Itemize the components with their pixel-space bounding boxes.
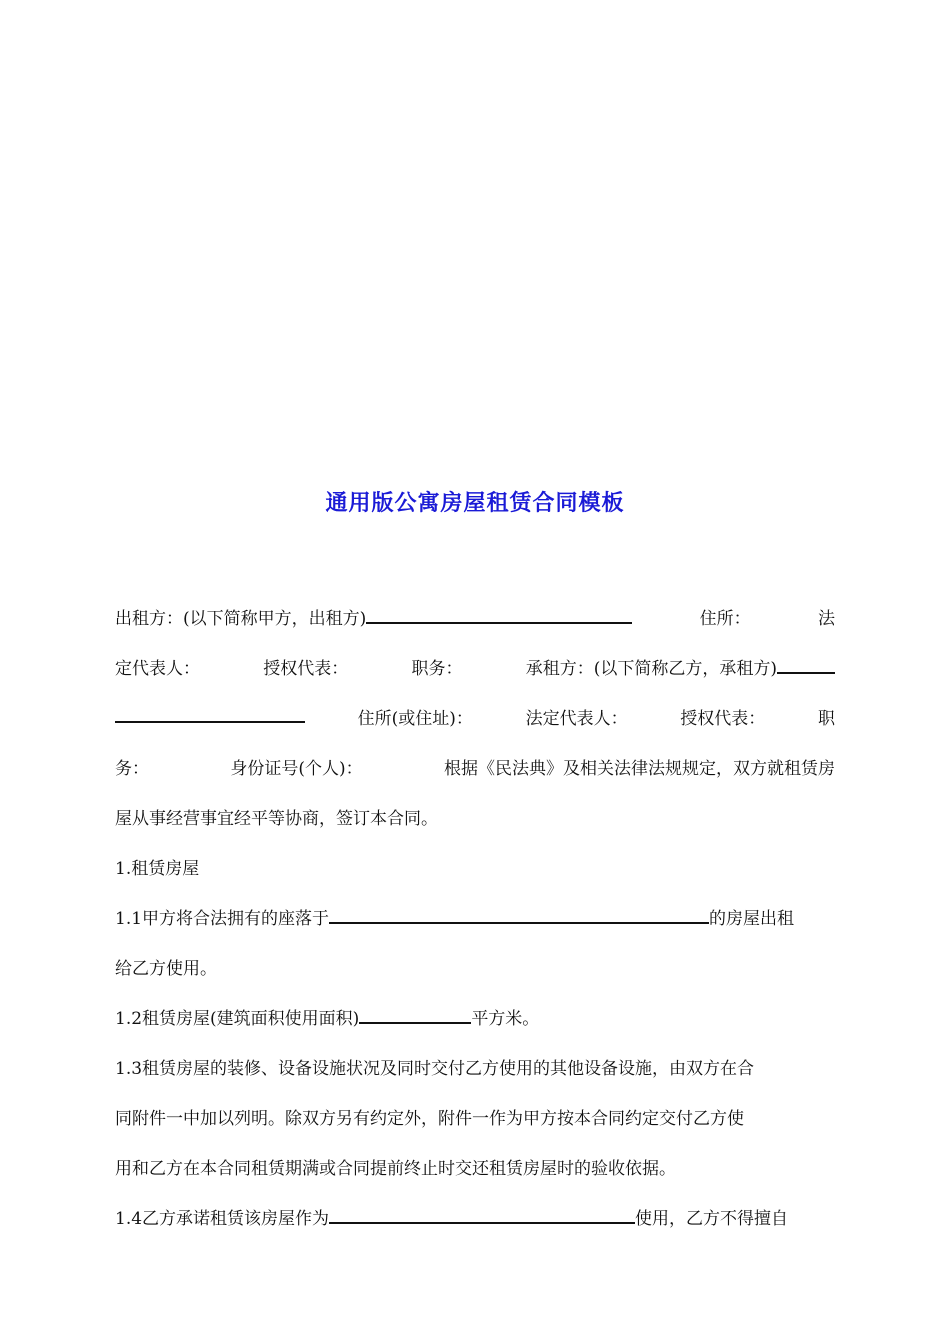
clause-1-1-pre: 1.1甲方将合法拥有的座落于 bbox=[115, 909, 330, 929]
parties-line-1 bbox=[115, 607, 835, 631]
clause-1-2-post: 平方米。 bbox=[471, 1009, 540, 1029]
legal-rep-label-start: 法 bbox=[817, 609, 835, 629]
clause-1-1-continued: 给乙方使用。 bbox=[115, 959, 217, 979]
usage-purpose-blank[interactable] bbox=[329, 1208, 635, 1224]
lessee-address-label: 住所(或住址)： bbox=[357, 709, 473, 729]
lessor-field bbox=[115, 607, 632, 631]
clause-1-4-post: 使用，乙方不得擅自 bbox=[635, 1209, 789, 1229]
clause-1-4-pre: 1.4乙方承诺租赁该房屋作为 bbox=[115, 1209, 330, 1229]
address-label: 住所： bbox=[699, 609, 751, 629]
lessee-legal-rep-label: 法定代表人： bbox=[525, 709, 628, 729]
clause-1-1-text bbox=[115, 907, 794, 931]
lessee-label: 承租方：(以下简称乙方，承租方) bbox=[525, 659, 777, 679]
clause-1-3-line-1: 1.3租赁房屋的装修、设备设施状况及同时交付乙方使用的其他设备设施，由双方在合 bbox=[115, 1059, 755, 1079]
lessor-label: 出租方：(以下简称甲方，出租方) bbox=[115, 609, 367, 629]
clause-1-1 bbox=[115, 907, 835, 931]
clause-1-4 bbox=[115, 1207, 835, 1231]
clause-1-2 bbox=[115, 1007, 835, 1031]
lessor-name-blank[interactable] bbox=[366, 608, 632, 624]
preamble-text-start: 根据《民法典》及相关法律法规规定，双方就租赁房 bbox=[443, 759, 835, 779]
area-blank[interactable] bbox=[359, 1008, 471, 1024]
position-label: 职务： bbox=[411, 659, 463, 679]
lessee-field bbox=[526, 657, 835, 681]
authorized-rep-label: 授权代表： bbox=[263, 659, 349, 679]
lessee-position-label-end: 务： bbox=[115, 759, 149, 779]
parties-line-3 bbox=[115, 707, 835, 731]
lessee-position-label-start: 职 bbox=[817, 709, 835, 729]
parties-line-2 bbox=[115, 657, 835, 681]
lessee-name-blank-end[interactable] bbox=[115, 707, 305, 723]
document-title: 通用版公寓房屋租赁合同模板 bbox=[325, 491, 625, 516]
lessee-authorized-rep-label: 授权代表： bbox=[680, 709, 766, 729]
section-1-heading: 1.租赁房屋 bbox=[115, 859, 200, 879]
parties-line-4 bbox=[115, 757, 835, 781]
clause-1-3-line-3: 用和乙方在本合同租赁期满或合同提前终止时交还租赁房屋时的验收依据。 bbox=[115, 1159, 676, 1179]
lessee-name-blank-start[interactable] bbox=[777, 658, 835, 674]
clause-1-3-line-2: 同附件一中加以列明。除双方另有约定外，附件一作为甲方按本合同约定交付乙方使 bbox=[115, 1109, 744, 1129]
preamble-text-end: 屋从事经营事宜经平等协商，签订本合同。 bbox=[115, 809, 438, 829]
clause-1-2-pre: 1.2租赁房屋(建筑面积使用面积) bbox=[115, 1009, 360, 1029]
id-number-label: 身份证号(个人)： bbox=[230, 759, 363, 779]
legal-rep-label-end: 定代表人： bbox=[115, 659, 200, 679]
clause-1-1-post: 的房屋出租 bbox=[709, 909, 795, 929]
property-location-blank[interactable] bbox=[329, 908, 709, 924]
